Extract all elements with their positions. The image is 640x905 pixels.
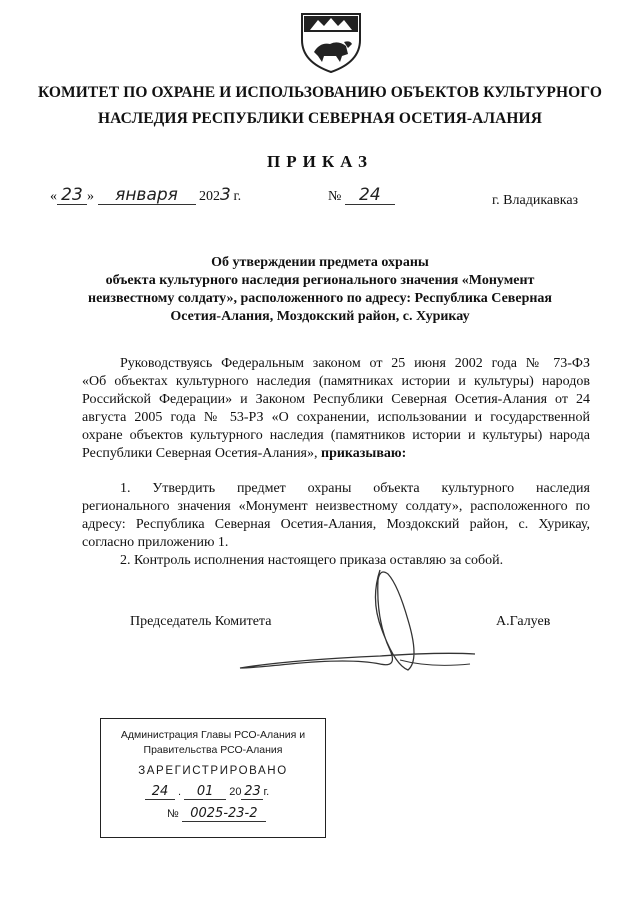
- year-prefix: 202: [199, 189, 220, 204]
- city: г. Владикавказ: [492, 193, 579, 208]
- order-date: [50, 186, 241, 205]
- organization-name-line1: КОМИТЕТ ПО ОХРАНЕ И ИСПОЛЬЗОВАНИЮ ОБЪЕКТОВ КУЛЬТУРНОГО: [37, 84, 603, 101]
- date-quote-close: »: [87, 189, 94, 204]
- preamble-line: августа 2005 года № 53-РЗ «О сохранении, использовании и государственной: [82, 410, 590, 425]
- stamp-registered-label: ЗАРЕГИСТРИРОВАНО: [138, 765, 288, 777]
- handwritten-signature: [230, 560, 490, 710]
- preamble-line: Российской Федерации» и Законом Республики Северная Осетия-Алания от 24: [82, 392, 590, 407]
- signatory-position: Председатель Комитета: [130, 614, 272, 629]
- year-unit: г.: [233, 189, 242, 204]
- date-quote-open: «: [50, 189, 57, 204]
- stamp-month: 01: [184, 785, 226, 800]
- order-item-2: 2. Контроль исполнения настоящего приказа оставляю за собой.: [120, 553, 504, 568]
- stamp-authority-line2: Правительства РСО-Алания: [143, 744, 283, 756]
- preamble-paragraph: [82, 355, 590, 463]
- preamble-line-last: [82, 445, 590, 463]
- subject-line: объекта культурного наследия регионального значения «Монумент: [105, 273, 535, 288]
- order-number: [328, 186, 395, 205]
- stamp-day: 24: [145, 785, 175, 800]
- item-line: регионального значения «Монумент неизвестному солдату», расположенного по: [82, 499, 590, 514]
- stamp-number-sign: №: [167, 808, 179, 820]
- stamp-registration-number: 0025-23-2: [182, 807, 266, 822]
- document-type-title: ПРИКАЗ: [267, 152, 373, 171]
- order-subject: [80, 254, 560, 326]
- item-line: адресу: Республика Северная Осетия-Алания, Моздокский район, с. Хурикау,: [82, 517, 590, 532]
- stamp-year-unit: г.: [263, 786, 270, 798]
- number-sign: №: [328, 189, 342, 204]
- subject-line: Осетия-Алания, Моздокский район, с. Хурикау: [170, 309, 470, 324]
- handwritten-order-number: 24: [345, 186, 395, 205]
- subject-line: неизвестному солдату», расположенного по адресу: Республика Северная: [88, 291, 552, 306]
- item-line: 1. Утвердить предмет охраны объекта культурного наследия: [120, 481, 590, 496]
- signatory-name: А.Галуев: [496, 614, 551, 629]
- stamp-authority-line1: Администрация Главы РСО-Алания и: [120, 729, 306, 741]
- order-verb: приказываю:: [321, 446, 407, 461]
- coat-of-arms-emblem: [296, 6, 366, 74]
- preamble-text: Республики Северная Осетия-Алания»,: [82, 446, 318, 461]
- order-item-1: [82, 480, 590, 552]
- handwritten-month: января: [98, 186, 196, 205]
- handwritten-year-digit: 3: [220, 185, 231, 205]
- preamble-line: Руководствуясь Федеральным законом от 25 июня 2002 года № 73-ФЗ: [120, 356, 590, 371]
- stamp-number: [167, 807, 266, 822]
- preamble-line: охране объектов культурного наследия (памятников истории и культуры) народа: [82, 428, 590, 443]
- item-line: согласно приложению 1.: [82, 535, 229, 550]
- preamble-line: «Об объектах культурного наследия (памятниках истории и культуры) народов: [82, 374, 590, 389]
- stamp-year-prefix: 20: [229, 786, 242, 798]
- registration-stamp: [100, 718, 326, 838]
- handwritten-day: 23: [57, 186, 87, 205]
- stamp-date: 24 . 01 20 23 г.: [145, 785, 269, 800]
- organization-name-line2: НАСЛЕДИЯ РЕСПУБЛИКИ СЕВЕРНАЯ ОСЕТИЯ-АЛАНИЯ: [98, 110, 542, 127]
- subject-line: Об утверждении предмета охраны: [211, 255, 429, 270]
- stamp-year-suffix: 23: [241, 785, 263, 800]
